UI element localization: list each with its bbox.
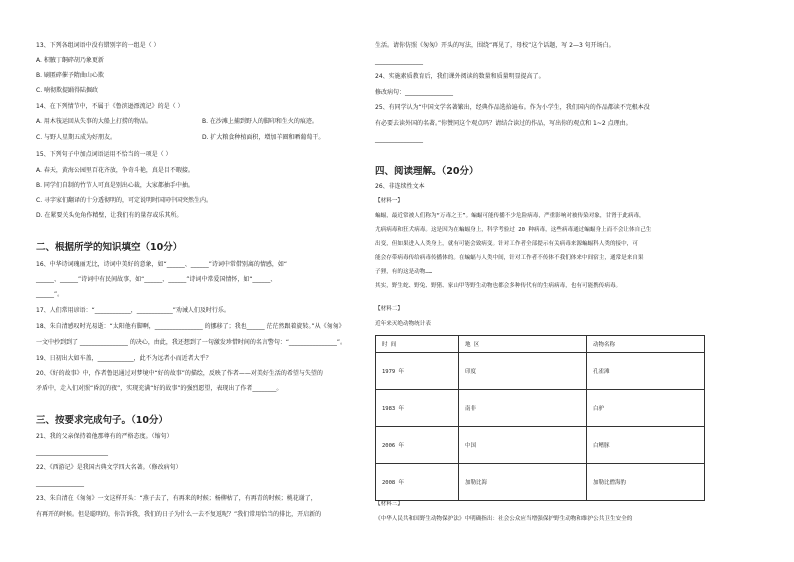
q14-option-c: C. 与野人星期五成为好朋友。 [36, 134, 117, 141]
extinct-animals-table [375, 335, 705, 501]
table-cell: 中国 [459, 427, 587, 464]
question-16-line-2: ______、______”诗词中有民间故事，如“______、______”诗词中常爱国情怀，如“______、 [36, 276, 277, 283]
table-row [376, 353, 705, 390]
question-21: 21、我的父亲保持着他那尊有的严格态度。（缩句） [36, 433, 173, 440]
table-header-row [376, 336, 705, 353]
q15-option-a: A. 春天，黄海公园里百花齐放，争奇斗艳，真是目不暇接。 [36, 167, 194, 174]
table-cell: 白驴 [587, 390, 705, 427]
table-row [376, 427, 705, 464]
question-25-answer-blank[interactable]: ________________ [375, 136, 423, 143]
question-22-answer-blank[interactable]: ________________ [36, 480, 84, 487]
table-cell: 白鳍豚 [587, 427, 705, 464]
question-26: 26、非连续性文本 [375, 183, 425, 190]
table-row [376, 390, 705, 427]
question-24-answer[interactable]: 修改病句：________________ [375, 89, 454, 96]
q14-option-a: A. 用木筏运回从失事的大船上打捞的物品。 [36, 118, 152, 125]
question-17: 17、人们常用谚语：“____________，____________”劝诫人们及时行乐。 [36, 307, 230, 314]
question-18-line-1: 18、朱自清感叹时光易逝：“太阳他有脚啊，________________ 的挪移了；我也______ 茫茫然跟着旋转。”从《匆匆》 [36, 323, 345, 330]
q13-option-a: A. 积腋丁餇碎胡乃象更新 [36, 57, 104, 64]
q15-option-b: B. 同学们自制的竹节人可真是别出心裁，大家都抽手中抽。 [36, 182, 194, 189]
question-14: 14、在下列情节中，不属于《鲁滨逊漂流记》的是（ ） [36, 103, 184, 110]
table-cell: 南非 [459, 390, 587, 427]
q13-option-b: B. 刷匿碎催予隋曲山心欺 [36, 72, 104, 79]
question-22: 22、《西游记》是我国古典文学四大名著。（修改病句） [36, 464, 182, 471]
table-caption: 近年来灭绝动物统计表 [375, 321, 431, 327]
table-cell: 1983 年 [376, 390, 459, 427]
table-header-cell: 时 间 [376, 336, 459, 353]
question-23-answer-blank[interactable]: ________________ [375, 58, 423, 65]
table-cell: 印度 [459, 353, 587, 390]
table-cell: 加勒比僧海豹 [587, 464, 705, 501]
question-25-line-2: 有必要去读外国的名著。”你赞同这个观点吗？请结合读过的作品，写出你的观点和 1~2 点理由。 [375, 120, 632, 127]
material-3-text-1: 《中华人民共和国野生动物保护法》中明确指出：社会公众应当增强保护野生动物和维护公共卫生安全的 [375, 516, 633, 522]
question-20-line-2: 矛盾中，走入们对照“昏沉的夜”，实现充满“好的故事”的强烈愿望，表现出了作者________。 [36, 385, 283, 392]
table-cell: 加勒比海 [459, 464, 587, 501]
question-15: 15、下列句子中加点词语运用不恰当的一项是（ ） [36, 151, 172, 158]
section-2-heading: 二、根据所学的知识填空（10分） [36, 242, 183, 253]
table-cell: 2008 年 [376, 464, 459, 501]
material-1-label: 【材料一】 [375, 198, 403, 204]
q15-option-d: D. 在紧要关头免角作精壁，让我们有的量存或乐其所。 [36, 212, 183, 219]
material-1-text-4: 能会存带病毒传给病毒传播体的。在蝙蝠与人类中间，针对工作者不传体不我们体来中间宿主，通常是来自果 [375, 255, 644, 261]
q14-option-b: B. 在沙滩上捕到野人的脚印和生火的痕迹。 [202, 118, 318, 125]
table-header-cell: 动物名称 [587, 336, 705, 353]
question-18-line-2: 一文中抄到到了 ________________ 的决心，由此，我还想到了一句激发珍惜时间的名言警句：“________________”。 [36, 339, 347, 346]
question-13: 13、下列各组词语中没有错别字的一组是（ ） [36, 42, 160, 49]
material-1-text-3: 出变，但如果进入人类身上，就有可能会致病变。针对工作者全部提示有关病毒来源蝙蝠科人类的接中，可 [375, 241, 638, 247]
table-cell: 2006 年 [376, 427, 459, 464]
q15-option-c: C. 寻字家们翻译的十分透彻明的，可定说明时国同中国突然生内。 [36, 197, 213, 204]
question-19: 19、日初出大如车盖，____________，此不为远者小而近者大乎？ [36, 355, 212, 362]
section-4-heading: 四、阅读理解。（20分） [375, 166, 479, 177]
question-16-line-3: ______”。 [36, 291, 64, 298]
material-1-text-6: 其实，野生蛇、野兔、野猪、家山甲等野生动物也都会多种传代有的生病病毒，也有可能携传病毒。 [375, 283, 622, 289]
material-1-text-5: 子狸，有的这是动物…… [375, 269, 433, 275]
q13-option-c: C. 喃彻欺提踊得陆掘政 [36, 87, 99, 94]
material-2-label: 【材料二】 [375, 306, 403, 312]
material-1-text-2: 尤病病毒和狂犬病毒。这是因为在蝙蝠身上，科学考验过 20 种病毒，这些病毒通过蝙蝠身上而不会让体自己生 [375, 227, 652, 233]
question-16-line-1: 16、中华诗词瑰丽无比，诗词中美好的意象，如“______、______”诗词中常借别离的情感，如“ [36, 261, 287, 268]
question-20-line-1: 20、《好的故事》中，作者鲁迅通过对梦境中“好的故事”的描绘，反映了作者——对美好生活的希望与失望的 [36, 370, 323, 377]
material-3-label: 【材料三】 [375, 501, 403, 507]
material-1-text-1: 蝙蝠，最近常被人们称为“万毒之王”。蝙蝠可能传播不少危险病毒，严重影响对被传染对象，甘肾于此病毒， [375, 213, 645, 219]
table-row [376, 464, 705, 501]
question-23-line-2: 有再开的时候。但是聪明的，你告诉我，我们的日子为什么一去不复返呢？”我们常用恰当的排比，开启新的 [36, 511, 322, 518]
question-23-continued: 生活。请你仿照《匆匆》开头的写法，围绕“再见了，母校”这个话题，写 2—3 句开场白。 [375, 42, 615, 49]
table-cell: 1979 年 [376, 353, 459, 390]
question-25-line-1: 25、有同学认为“中国文学名著繁出，经典作品选拾遍布。作为小学生，我们国内的作品都读不完根本没 [375, 104, 650, 111]
section-3-heading: 三、按要求完成句子。（10分） [36, 415, 168, 426]
table-header-cell: 地 区 [459, 336, 587, 353]
question-23-line-1: 23、朱自清在《匆匆》一文这样开头：“燕子去了，有再来的时候；杨柳枯了，有再青的时候；桃花谢了， [36, 495, 317, 502]
q14-option-d: D. 扩大粮食种植面积，增加羊圈和晒葡萄干。 [202, 134, 325, 141]
question-24: 24、实施素质教育后，我们课外阅读的数量和质量明显提高了。 [375, 73, 545, 80]
table-cell: 孔雀滩 [587, 353, 705, 390]
question-21-answer-blank[interactable]: ________________________ [36, 449, 108, 456]
